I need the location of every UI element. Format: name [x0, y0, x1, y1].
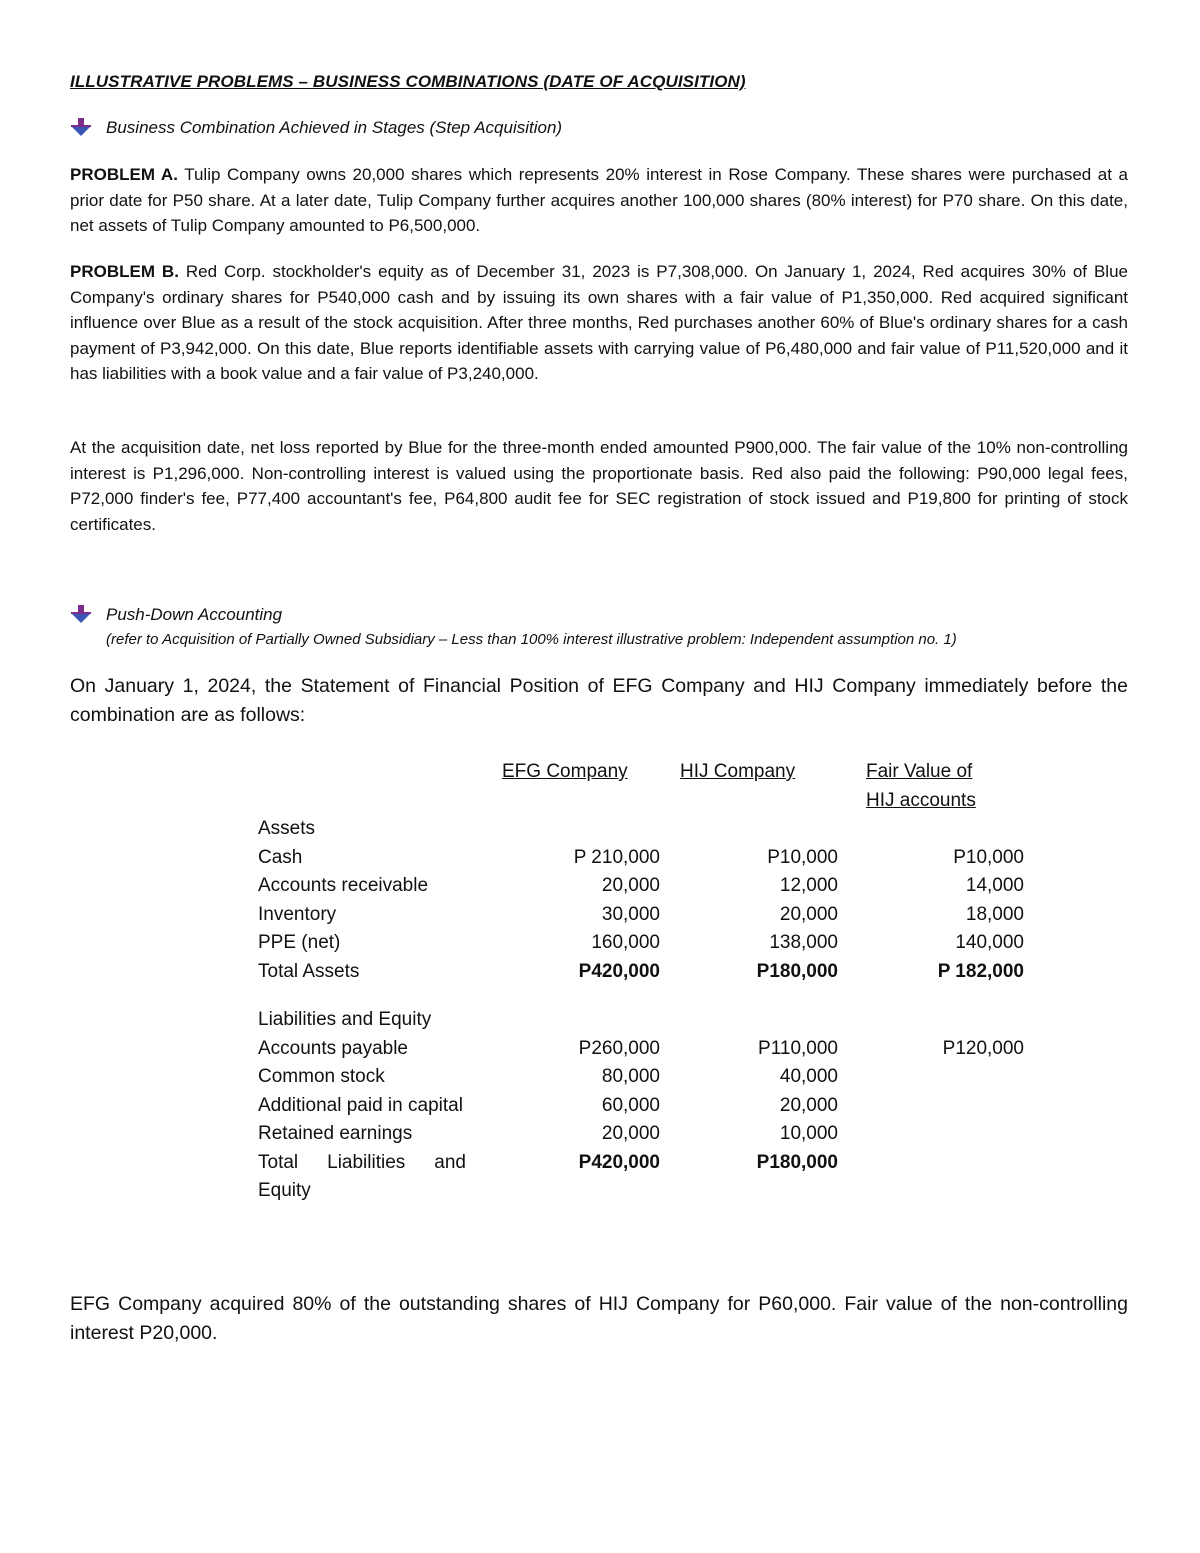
table-row: Common stock 80,000 40,000: [258, 1066, 838, 1087]
le-heading-row: [258, 1006, 1024, 1035]
statement-of-financial-position-table: [258, 758, 1024, 1206]
problem-b-paragraph-2: At the acquisition date, net loss reported by Blue for the three-month ended amounted P900,000. The fair value of the 10% non-controlling interest is P1,296,000. Non-controlling interest is valued using the proportionate basis. Red also paid the following: P90,000 legal fees, P72,000 finder's fee, P77,400 accountant's fee, P64,800 audit fee for SEC registration of stock issued and P19,800 for printing of stock certificates.: [70, 438, 1128, 534]
col-header-hij: HIJ Company: [680, 761, 796, 782]
table-row: Inventory 30,000 20,000 18,000: [258, 903, 1024, 925]
table-row: Cash P 210,000 P10,000 P10,000: [258, 846, 1024, 868]
page-title: ILLUSTRATIVE PROBLEMS – BUSINESS COMBINATIONS (DATE OF ACQUISITION): [70, 72, 746, 91]
sfp-intro: On January 1, 2024, the Statement of Financial Position of EFG Company and HIJ Company immediately before the combination are as follows:: [70, 675, 1128, 726]
down-arrow-icon: [70, 117, 92, 137]
assets-heading-row: [258, 815, 1024, 844]
problem-b-text: Red Corp. stockholder's equity as of December 31, 2023 is P7,308,000. On January 1, 2024, Red acquires 30% of Blue Company's ordinary shares for P540,000 cash and by issuing its own shares with a fair value of P1,350,000. Red acquired significant influence over Blue as a result of the stock acquisition. After three months, Red purchases another 60% of Blue's ordinary shares for a cash payment of P3,942,000. On this date, Blue reports identifiable assets with carrying value of P6,480,000 and fair value of P11,520,000 and it has liabilities with a book value and a fair value of P3,240,000.: [70, 262, 1128, 383]
problem-a-text: Tulip Company owns 20,000 shares which represents 20% interest in Rose Company. These shares were purchased at a prior date for P50 share. At a later date, Tulip Company further acquires another 100,000 shares (80% interest) for P70 share. On this date, net assets of Tulip Company amounted to P6,500,000.: [70, 165, 1129, 235]
col-header-efg: EFG Company: [502, 761, 628, 782]
table-row: Accounts receivable 20,000 12,000 14,000: [258, 875, 1024, 896]
acquisition-note: EFG Company acquired 80% of the outstanding shares of HIJ Company for P60,000. Fair value of the non-controlling interest P20,000.: [70, 1293, 1128, 1344]
table-header-row: [258, 758, 1024, 815]
table-row: PPE (net) 160,000 138,000 140,000: [258, 932, 1024, 953]
table-row: Retained earnings 20,000 10,000: [258, 1123, 838, 1144]
section-heading: Push-Down Accounting: [106, 605, 283, 624]
problem-b-paragraph: [70, 259, 1128, 387]
problem-b-label: PROBLEM B.: [70, 262, 179, 281]
table-row: Accounts payable P260,000 P110,000 P120,000: [258, 1037, 1024, 1059]
liabilities-equity-heading: Liabilities and Equity: [258, 1009, 432, 1030]
table-row: Additional paid in capital 60,000 20,000: [258, 1094, 838, 1116]
section-push-down: [70, 604, 957, 650]
total-assets-row: Total Assets P420,000 P180,000 P 182,000: [258, 960, 1024, 982]
problem-a-label: PROBLEM A.: [70, 165, 178, 184]
section-reference-note: (refer to Acquisition of Partially Owned Subsidiary – Less than 100% interest illustrative problem: Independent assumption no. 1): [106, 631, 957, 648]
problem-a-paragraph: [70, 162, 1128, 239]
assets-heading: Assets: [258, 818, 316, 839]
total-le-row: Total Liabilities and Equity P420,000 P180,000: [258, 1151, 838, 1201]
section-heading: Business Combination Achieved in Stages (Step Acquisition): [106, 118, 563, 137]
col-header-fair-value: Fair Value of HIJ accounts: [866, 761, 976, 811]
down-arrow-icon: [70, 604, 92, 624]
section-step-acquisition: [70, 117, 562, 139]
